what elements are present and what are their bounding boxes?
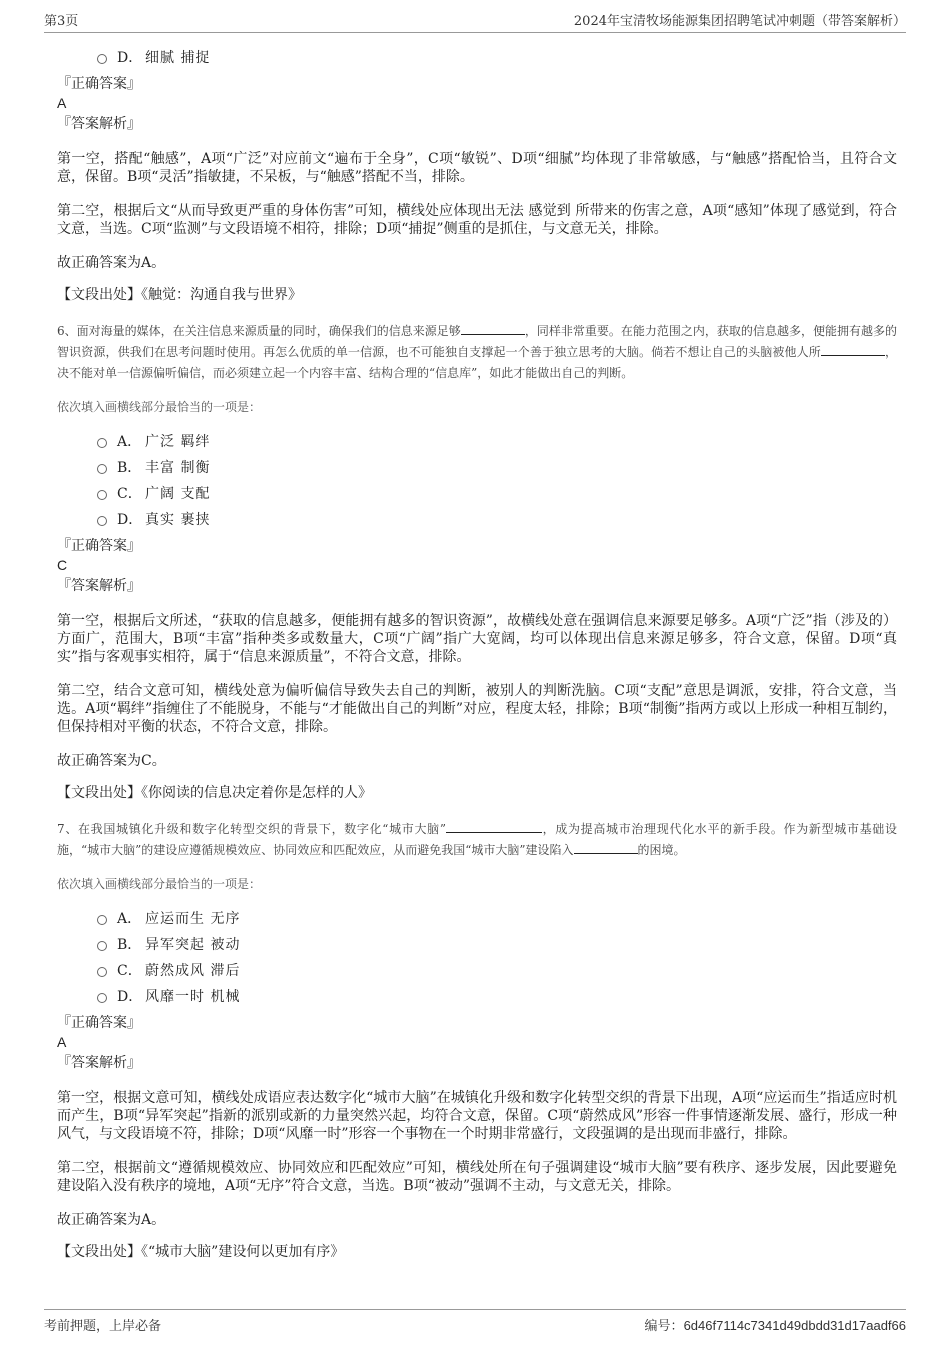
conclusion: 故正确答案为C。 [57, 753, 166, 769]
question-prompt: 依次填入画横线部分最恰当的一项是： [57, 400, 262, 414]
analysis-paragraph: 第一空，根据文意可知，横线处成语应表达数字化“城市大脑”在城镇化升级和数字化转型交织的背景下出现，A项“应运而生”指适应时机而产生，B项“异军突起”指新的派别或新的力量突然兴起，均符合文意，保留。C项“蔚然成风”形容一件事情逐渐发展、盛行，形成一种风气，与文段语境不符，排除；D项“风靡一时”形容一个事物在一个时期非常盛行，文段强调的是出现而非盛行，排除。 [57, 1090, 897, 1142]
radio-icon[interactable] [97, 993, 107, 1003]
blank [461, 322, 525, 335]
q7-option-b[interactable]: B． 异军突起 被动 [97, 931, 897, 957]
analysis-paragraph: 第一空，根据后文所述，“获取的信息越多，便能拥有越多的智识资源”，故横线处意在强调信息来源要足够多。A项“广泛”指（涉及的）方面广，范围大，B项“丰富”指种类多或数量大，C项“广阔”指广大宽阔，均可以体现出信息来源足够多，符合文意，保留。D项“真实”指与客观事实相符，属于“信息来源质量”，不符合文意，排除。 [57, 613, 897, 665]
q6-option-b[interactable]: B． 丰富 制衡 [97, 454, 897, 480]
q6-options [97, 428, 897, 532]
answer-value: A [57, 1034, 67, 1050]
blank [821, 343, 885, 356]
q6-option-c[interactable]: C． 广阔 支配 [97, 480, 897, 506]
analysis-label: 『答案解析』 [57, 578, 141, 594]
radio-icon[interactable] [97, 967, 107, 977]
q6-option-d[interactable]: D． 真实 裹挟 [97, 506, 897, 532]
document-title: 2024年宝清牧场能源集团招聘笔试冲刺题（带答案解析） [573, 14, 906, 29]
q7-option-d[interactable]: D． 风靡一时 机械 [97, 983, 897, 1009]
question-prompt: 依次填入画横线部分最恰当的一项是： [57, 877, 262, 891]
analysis-paragraph: 第一空，搭配“触感”，A项“广泛”对应前文“遍布于全身”，C项“敏锐”、D项“细腻”均体现了非常敏感，与“触感”搭配恰当，且符合文意，保留。B项“灵活”指敏捷，不呆板，与“触感”搭配不当，排除。 [57, 151, 897, 185]
radio-icon[interactable] [97, 54, 107, 64]
radio-icon[interactable] [97, 464, 107, 474]
analysis-paragraph: 第二空，根据前文“遵循规模效应、协同效应和匹配效应”可知，横线处所在句子强调建设“城市大脑”要有秩序、逐步发展，因此要避免建设陷入没有秩序的境地，A项“无序”符合文意，当选。B项“被动”强调不主动，与文意无关，排除。 [57, 1160, 897, 1194]
question-7-stem: 7、在我国城镇化升级和数字化转型交织的背景下，数字化“城市大脑” ，成为提高城市治理现代化水平的新手段。作为新型城市基础设施，“城市大脑”的建设应遵循规模效应、协同效应和匹配效应，从而避免我国“城市大脑”建设陷入 的困境。 [57, 822, 897, 857]
q6-option-a[interactable]: A． 广泛 羁绊 [97, 428, 897, 454]
page-header [44, 10, 906, 33]
q7-option-c[interactable]: C． 蔚然成风 滞后 [97, 957, 897, 983]
source-citation: 【文段出处】《“城市大脑”建设何以更加有序》 [57, 1244, 345, 1260]
blank [574, 841, 638, 854]
conclusion: 故正确答案为A。 [57, 1212, 166, 1228]
radio-icon[interactable] [97, 516, 107, 526]
radio-icon[interactable] [97, 438, 107, 448]
answer-value: A [57, 95, 67, 111]
question-6-stem: 6、面对海量的媒体，在关注信息来源质量的同时，确保我们的信息来源足够 ，同样非常重要。在能力范围之内，获取的信息越多，便能拥有越多的智识资源，供我们在思考问题时使用。再怎么优质的单一信源，也不可能独自支撑起一个善于独立思考的大脑。倘若不想让自己的头脑被他人所 ，决不能对单一信源偏听偏信，而必须建立起一个内容丰富、结构合理的“信息库”，如此才能做出自己的判断。 [57, 324, 897, 380]
page-number: 第3页 [44, 14, 79, 29]
radio-icon[interactable] [97, 941, 107, 951]
document-code: 编号：6d46f7114c7341d49dbdd31d17aadf66 [644, 1318, 906, 1334]
blank [446, 820, 542, 833]
q7-option-a[interactable]: A． 应运而生 无序 [97, 905, 897, 931]
analysis-paragraph: 第二空，结合文意可知，横线处意为偏听偏信导致失去自己的判断，被别人的判断洗脑。C项“支配”意思是调派，安排，符合文意，当选。A项“羁绊”指缠住了不能脱身，不能与“才能做出自己的判断”对应，程度太轻，排除；B项“制衡”指两方或以上形成一种相互制约，但保持相对平衡的状态，不符合文意，排除。 [57, 683, 897, 735]
q5-options [97, 44, 897, 70]
answer-label: 『正确答案』 [57, 76, 141, 92]
source-citation: 【文段出处】《触觉：沟通自我与世界》 [57, 287, 302, 303]
analysis-label: 『答案解析』 [57, 1055, 141, 1071]
q5-option-d[interactable]: D． 细腻 捕捉 [97, 44, 897, 70]
page-footer [44, 1309, 906, 1334]
radio-icon[interactable] [97, 915, 107, 925]
radio-icon[interactable] [97, 490, 107, 500]
source-citation: 【文段出处】《你阅读的信息决定着你是怎样的人》 [57, 785, 372, 801]
answer-label: 『正确答案』 [57, 1015, 141, 1031]
analysis-label: 『答案解析』 [57, 116, 141, 132]
answer-value: C [57, 557, 68, 573]
footer-slogan: 考前押题，上岸必备 [44, 1319, 162, 1334]
analysis-paragraph: 第二空，根据后文“从而导致更严重的身体伤害”可知，横线处应体现出无法 感觉到 所带来的伤害之意，A项“感知”体现了感觉到，符合文意，当选。C项“监测”与文段语境不相符，排除；D项“捕捉”侧重的是抓住，与文意无关，排除。 [57, 203, 897, 237]
page-content [57, 44, 897, 1261]
q7-options [97, 905, 897, 1009]
answer-label: 『正确答案』 [57, 538, 141, 554]
conclusion: 故正确答案为A。 [57, 255, 166, 271]
